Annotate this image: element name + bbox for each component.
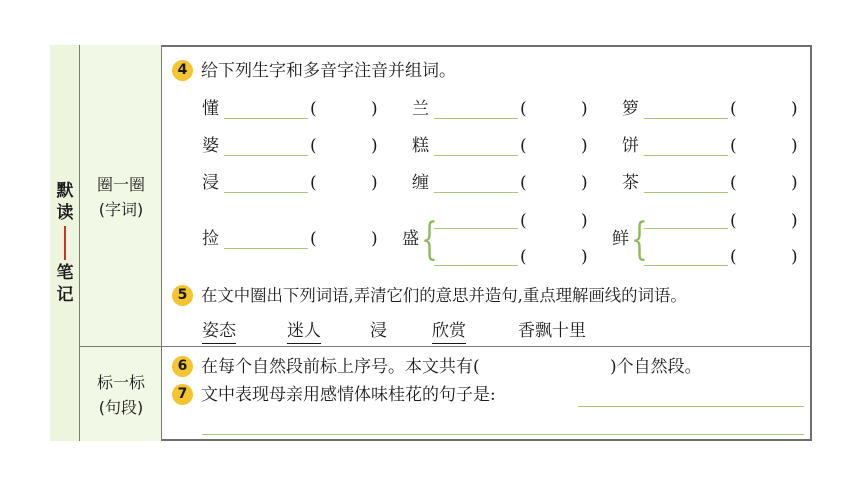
open-paren: ( bbox=[520, 136, 527, 156]
word: 香飘十里 bbox=[518, 321, 586, 341]
brace: { bbox=[421, 214, 438, 265]
character: 懂 bbox=[202, 99, 219, 119]
character: 茶 bbox=[622, 173, 639, 193]
close-paren: ) bbox=[371, 136, 378, 156]
pinyin-blank[interactable] bbox=[224, 155, 308, 156]
close-paren: ) bbox=[791, 136, 798, 156]
pinyin-blank[interactable] bbox=[224, 118, 308, 119]
section-title: 圈一圈 bbox=[96, 175, 145, 194]
pinyin-blank[interactable] bbox=[434, 192, 518, 193]
open-paren: ( bbox=[730, 173, 737, 193]
section-title: 标一标 bbox=[96, 373, 145, 392]
open-paren: ( bbox=[730, 211, 737, 231]
pinyin-blank[interactable] bbox=[644, 118, 728, 119]
close-paren: ) bbox=[791, 99, 798, 119]
pinyin-blank[interactable] bbox=[224, 192, 308, 193]
question-number-badge: 5 bbox=[172, 285, 193, 306]
close-paren: ) bbox=[581, 173, 588, 193]
underlined-word: 欣赏 bbox=[432, 320, 466, 344]
side-label-dash bbox=[64, 226, 66, 260]
question-number-badge: 7 bbox=[172, 384, 193, 405]
open-paren: ( bbox=[520, 99, 527, 119]
open-paren: ( bbox=[520, 211, 527, 231]
polyphone-character: 鲜 bbox=[612, 229, 629, 249]
close-paren: ) bbox=[581, 211, 588, 231]
pinyin-blank[interactable] bbox=[434, 155, 518, 156]
open-paren: ( bbox=[310, 229, 317, 249]
character: 饼 bbox=[622, 136, 639, 156]
close-paren: ) bbox=[791, 173, 798, 193]
open-paren: ( bbox=[730, 247, 737, 267]
close-paren: ) bbox=[581, 247, 588, 267]
section-divider bbox=[80, 346, 812, 347]
side-label-char: 记 bbox=[56, 285, 74, 305]
pinyin-blank[interactable] bbox=[434, 265, 518, 266]
close-paren: ) bbox=[581, 99, 588, 119]
close-paren: ) bbox=[371, 173, 378, 193]
side-label-char: 读 bbox=[56, 203, 74, 223]
character: 糕 bbox=[412, 136, 429, 156]
close-paren: ) bbox=[791, 247, 798, 267]
pinyin-blank[interactable] bbox=[434, 228, 518, 229]
underlined-word: 姿态 bbox=[202, 320, 236, 344]
side-label-char: 笔 bbox=[56, 263, 74, 283]
polyphone-character: 盛 bbox=[402, 229, 419, 249]
close-paren: ) bbox=[581, 136, 588, 156]
answer-line[interactable] bbox=[202, 434, 804, 435]
question-7-text: 文中表现母亲用感情体味桂花的句子是: bbox=[201, 385, 496, 405]
character: 箩 bbox=[622, 99, 639, 119]
question-number-badge: 6 bbox=[172, 356, 193, 377]
open-paren: ( bbox=[310, 99, 317, 119]
section-label-sentences bbox=[80, 370, 162, 420]
pinyin-blank[interactable] bbox=[644, 265, 728, 266]
open-paren: ( bbox=[310, 136, 317, 156]
question-6-text-a: 在每个自然段前标上序号。本文共有( bbox=[201, 357, 480, 377]
close-paren: ) bbox=[791, 211, 798, 231]
brace: { bbox=[631, 214, 648, 265]
close-paren: ) bbox=[371, 99, 378, 119]
character: 兰 bbox=[412, 99, 429, 119]
open-paren: ( bbox=[730, 99, 737, 119]
question-4-text: 给下列生字和多音字注音并组词。 bbox=[201, 61, 456, 81]
open-paren: ( bbox=[520, 247, 527, 267]
character: 浸 bbox=[202, 173, 219, 193]
close-paren: ) bbox=[371, 229, 378, 249]
question-5-text: 在文中圈出下列词语,弄清它们的意思并造句,重点理解画线的词语。 bbox=[201, 286, 687, 305]
pinyin-blank[interactable] bbox=[644, 228, 728, 229]
pinyin-blank[interactable] bbox=[644, 155, 728, 156]
answer-line[interactable] bbox=[578, 406, 804, 407]
character: 缠 bbox=[412, 173, 429, 193]
question-6-text-b: )个自然段。 bbox=[610, 357, 702, 377]
pinyin-blank[interactable] bbox=[644, 192, 728, 193]
pinyin-blank[interactable] bbox=[224, 248, 308, 249]
character: 捡 bbox=[202, 229, 219, 249]
section-subtitle: (句段) bbox=[98, 398, 144, 417]
section-subtitle: (字词) bbox=[98, 200, 144, 219]
underlined-word: 迷人 bbox=[287, 320, 321, 344]
open-paren: ( bbox=[520, 173, 527, 193]
open-paren: ( bbox=[730, 136, 737, 156]
side-label-char: 默 bbox=[56, 181, 74, 201]
word: 浸 bbox=[370, 321, 387, 341]
question-number-badge: 4 bbox=[172, 60, 193, 81]
character: 婆 bbox=[202, 136, 219, 156]
section-label-words bbox=[80, 172, 162, 222]
open-paren: ( bbox=[310, 173, 317, 193]
side-label bbox=[50, 180, 80, 306]
pinyin-blank[interactable] bbox=[434, 118, 518, 119]
